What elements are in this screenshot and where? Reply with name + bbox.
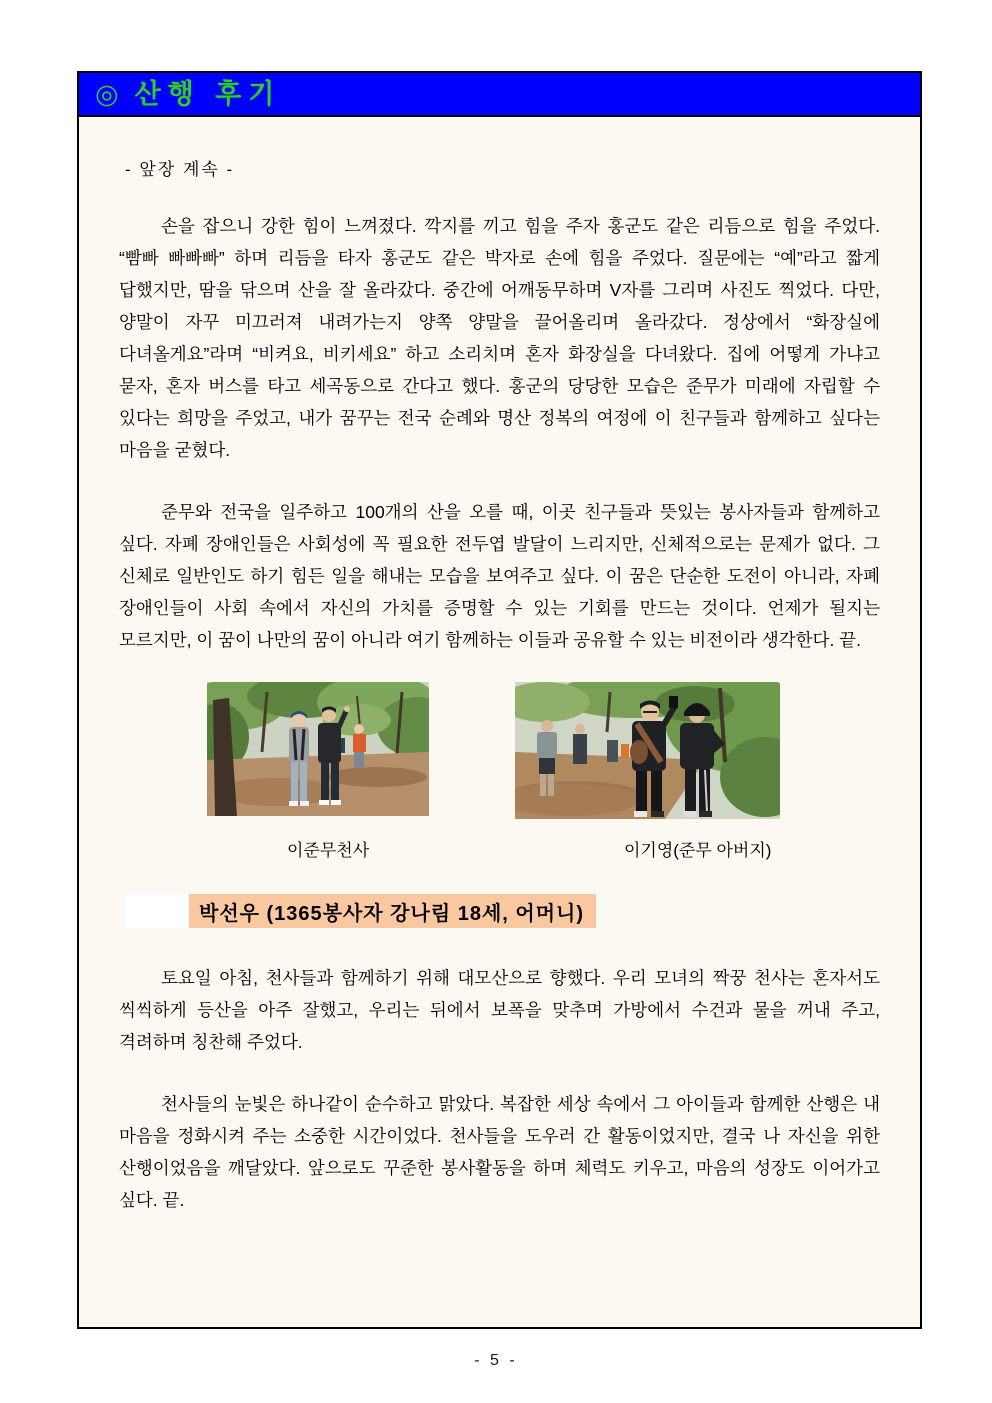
section-header-bar xyxy=(79,73,920,117)
photo-caption-left: 이준무천사 xyxy=(287,841,370,860)
photo-hikers-right xyxy=(515,682,780,819)
double-circle-bullet-icon: ◎ xyxy=(95,78,119,109)
photo-row xyxy=(79,682,920,820)
continuation-note: - 앞장 계속 - xyxy=(125,160,235,179)
photo-caption-right: 이기영(준무 아버지) xyxy=(624,841,772,860)
review2-heading-row xyxy=(125,894,920,928)
review2-paragraph-2: 천사들의 눈빛은 하나같이 순수하고 맑았다. 복잡한 세상 속에서 그 아이들과 함께한 산행은 내 마음을 정화시켜 주는 소중한 시간이었다. 천사들을 도우러 간 활동이었지만, 결국 나 자신을 위한 산행이었음을 깨달았다. 앞으로도 꾸준한 봉사활동을 하며 체력도 키우고, 마음의 성장도 이어가고 싶다. 끝. xyxy=(119,1094,880,1210)
content-box xyxy=(77,71,922,1329)
photo-hikers-left xyxy=(207,682,429,816)
review1-paragraph-2: 준무와 전국을 일주하고 100개의 산을 오를 때, 이곳 친구들과 뜻있는 봉사자들과 함께하고 싶다. 자폐 장애인들은 사회성에 꼭 필요한 전두엽 발달이 느리지만, 신체적으로는 문제가 없다. 그 신체로 일반인도 하기 힘든 일을 해내는 모습을 보여주고 싶다. 이 꿈은 단순한 도전이 아니라, 자폐 장애인들이 사회 속에서 자신의 가치를 증명할 수 있는 기회를 만드는 것이다. 언제가 될지는 모르지만, 이 꿈이 나만의 꿈이 아니라 여기 함께하는 이들과 공유할 수 있는 비전이라 생각한다. 끝. xyxy=(119,502,880,650)
blank-highlight-chip xyxy=(125,894,189,928)
review2-heading: 박선우 (1365봉사자 강나림 18세, 어머니) xyxy=(189,894,596,928)
caption-row xyxy=(79,836,920,860)
section-title: 산행 후기 xyxy=(134,78,282,109)
forest-trail-photo-illustration xyxy=(515,682,780,819)
forest-trail-photo-illustration xyxy=(207,682,429,816)
page-number: - 5 - xyxy=(474,1352,518,1369)
review1-paragraph-1: 손을 잡으니 강한 힘이 느껴졌다. 깍지를 끼고 힘을 주자 홍군도 같은 리듬으로 힘을 주었다. “빰빠 빠빠빠” 하며 리듬을 타자 홍군도 같은 박자로 손에 힘을 주었다. 질문에는 “예”라고 짧게 답했지만, 땀을 닦으며 산을 잘 올라갔다. 중간에 어깨동무하며 V자를 그리며 사진도 찍었다. 다만, 양말이 자꾸 미끄러져 내려가는지 양쪽 양말을 끌어올리며 올라갔다. 정상에서 “화장실에 다녀올게요”라며 “비켜요, 비키세요” 하고 소리치며 혼자 화장실을 다녀왔다. 집에 어떻게 가냐고 묻자, 혼자 버스를 타고 세곡동으로 간다고 했다. 홍군의 당당한 모습은 준무가 미래에 자립할 수 있다는 희망을 주었고, 내가 꿈꾸는 전국 순례와 명산 정복의 여정에 이 친구들과 함께하고 싶다는 마음을 굳혔다. xyxy=(119,216,880,460)
review2-paragraph-1: 토요일 아침, 천사들과 함께하기 위해 대모산으로 향했다. 우리 모녀의 짝꿍 천사는 혼자서도 씩씩하게 등산을 아주 잘했고, 우리는 뒤에서 보폭을 맞추며 가방에서 수건과 물을 꺼내 주고, 격려하며 칭찬해 주었다. xyxy=(119,968,880,1052)
